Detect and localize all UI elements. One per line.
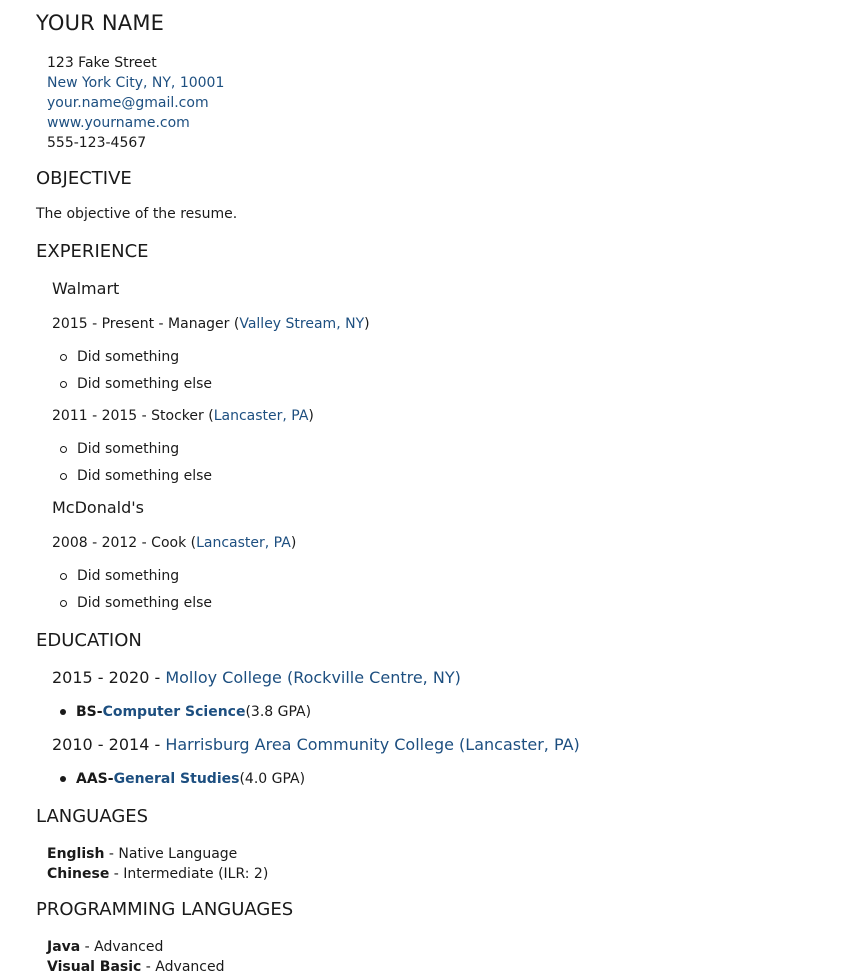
degree-type: BS <box>76 704 97 720</box>
employer-name: McDonald's <box>52 498 144 517</box>
school-location-link[interactable]: Rockville Centre, NY <box>293 668 455 687</box>
languages-heading: LANGUAGES <box>36 806 149 827</box>
degree-item: BS - Computer Science (3.8 GPA) <box>60 704 311 720</box>
role-close: ) <box>290 535 297 551</box>
role-dates: 2011 - 2015 - Stocker ( <box>52 408 214 424</box>
school-dates: 2010 - 2014 - <box>52 735 166 754</box>
degree-field-link[interactable]: General Studies <box>113 771 240 787</box>
school-name-link[interactable]: Molloy College <box>165 668 282 687</box>
list-item: Visual Basic - Advanced <box>47 959 225 975</box>
bullet-circle-icon <box>60 354 67 361</box>
website-link[interactable]: www.yourname.com <box>47 115 190 131</box>
programming-list <box>47 937 224 977</box>
address-line-1: 123 Fake Street <box>47 55 157 71</box>
list-item: Java - Advanced <box>47 939 164 955</box>
role-line <box>52 408 314 424</box>
school-line: 2010 - 2014 - Harrisburg Area Community College (Lancaster, PA) <box>52 735 580 754</box>
school-location-link[interactable]: Lancaster, PA <box>465 735 574 754</box>
role-line <box>52 535 296 551</box>
bullet-disc-icon <box>60 776 66 782</box>
list-item: Did something <box>60 568 179 584</box>
list-item: Did something else <box>60 595 212 611</box>
role-location-link[interactable]: Valley Stream, NY <box>239 316 365 332</box>
bullet-circle-icon <box>60 573 67 580</box>
list-item: Did something <box>60 441 179 457</box>
role-location-link[interactable]: Lancaster, PA <box>196 535 291 551</box>
school-dates: 2015 - 2020 - <box>52 668 166 687</box>
role-close: ) <box>364 316 370 332</box>
bullet-circle-icon <box>60 473 67 480</box>
bullet-circle-icon <box>60 600 67 607</box>
bullet-circle-icon <box>60 446 67 453</box>
phone-number: 555-123-4567 <box>47 135 147 151</box>
contact-block <box>47 53 224 153</box>
role-close: ) <box>308 408 314 424</box>
bullet-disc-icon <box>60 709 66 715</box>
list-item: Did something else <box>60 376 212 392</box>
role-dates: 2008 - 2012 - Cook ( <box>52 535 197 551</box>
degree-gpa: (4.0 GPA) <box>239 771 306 787</box>
role-location-link[interactable]: Lancaster, PA <box>213 408 309 424</box>
role-dates: 2015 - Present - Manager ( <box>52 316 240 332</box>
education-heading: EDUCATION <box>36 630 142 651</box>
list-item: English - Native Language <box>47 846 238 862</box>
degree-field-link[interactable]: Computer Science <box>102 704 246 720</box>
list-item: Did something <box>60 349 179 365</box>
degree-item: AAS - General Studies (4.0 GPA) <box>60 771 305 787</box>
programming-heading: PROGRAMMING LANGUAGES <box>36 899 294 920</box>
languages-list <box>47 844 268 884</box>
school-line: 2015 - 2020 - Molloy College (Rockville Centre, NY) <box>52 668 461 687</box>
role-line <box>52 316 370 332</box>
email-link[interactable]: your.name@gmail.com <box>47 95 209 111</box>
address-line-2-link[interactable]: New York City, NY, 10001 <box>47 75 225 91</box>
objective-text: The objective of the resume. <box>36 206 238 222</box>
bullet-circle-icon <box>60 381 67 388</box>
school-name-link[interactable]: Harrisburg Area Community College <box>165 735 454 754</box>
objective-heading: OBJECTIVE <box>36 168 132 189</box>
degree-type: AAS <box>76 771 108 787</box>
degree-gpa: (3.8 GPA) <box>245 704 312 720</box>
resume-name: YOUR NAME <box>36 11 165 35</box>
list-item: Chinese - Intermediate (ILR: 2) <box>47 866 269 882</box>
employer-name: Walmart <box>52 279 120 298</box>
list-item: Did something else <box>60 468 212 484</box>
experience-heading: EXPERIENCE <box>36 241 149 262</box>
